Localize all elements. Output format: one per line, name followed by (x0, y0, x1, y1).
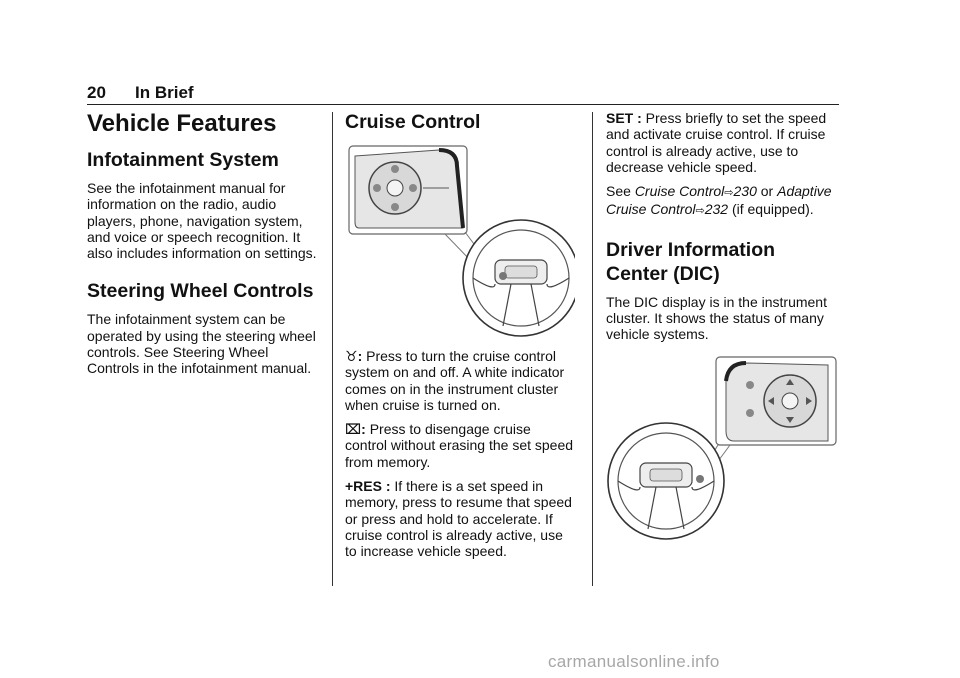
watermark-logo: carmanualsonline.info (548, 652, 720, 671)
cruise-onoff-icon: ♉ (345, 348, 358, 364)
cruise-control-illustration (345, 142, 575, 338)
steering-paragraph: The infotainment system can be operated by using the steering wheel controls. See Steering Wheel Controls in the infotainment manual. (87, 311, 316, 377)
cruise-heading: Cruise Control (345, 111, 481, 133)
page-header (87, 80, 839, 105)
column-left (87, 110, 321, 385)
cruise-cancel-icon: ⌧ (345, 421, 362, 438)
column-divider (592, 112, 593, 586)
column-right (606, 110, 842, 557)
dic-paragraph: The DIC display is in the instrument cluster. It shows the status of many vehicle systems. (606, 293, 827, 343)
dic-heading: Driver Information Center (DIC) (606, 238, 776, 285)
cruise-res-paragraph: +RES : If there is a set speed in memory, press to resume that speed or press and hold to accelerate. If cruise control is already active, use to increase vehicle speed. (345, 478, 572, 560)
cruise-cancel-paragraph: ⌧: Press to disengage cruise control without erasing the set speed from memory. (345, 421, 574, 470)
column-middle (345, 110, 575, 568)
steering-heading: Steering Wheel Controls (87, 280, 314, 303)
adaptive-cruise-control-link[interactable]: Adaptive Cruise Control (606, 183, 832, 218)
page-ref-arrow-icon: ⇨ (695, 205, 705, 218)
cruise-control-link[interactable]: Cruise Control (634, 183, 725, 200)
column-divider (332, 112, 333, 586)
section-title: In Brief (135, 83, 194, 102)
page-number: 20 (87, 83, 106, 102)
infotainment-paragraph: See the infotainment manual for information on the radio, audio players, phone, navigation system, and voice or speech recognition. It also includes information on settings. (87, 180, 317, 262)
cruise-onoff-paragraph: ♉: Press to turn the cruise control system on and off. A white indicator comes on in the instrument cluster when cruise is turned on. (345, 348, 565, 413)
see-references-paragraph: See Cruise Control⇨230 or Adaptive Cruise Control⇨232 (if equipped). (606, 183, 832, 218)
page-ref-arrow-icon: ⇨ (724, 187, 734, 200)
dic-controls-illustration (606, 351, 842, 547)
cruise-set-paragraph: SET : Press briefly to set the speed and activate cruise control. If cruise control is already active, use to decrease vehicle speed. (606, 110, 827, 175)
infotainment-heading: Infotainment System (87, 149, 279, 171)
page-title: Vehicle Features (87, 110, 277, 137)
